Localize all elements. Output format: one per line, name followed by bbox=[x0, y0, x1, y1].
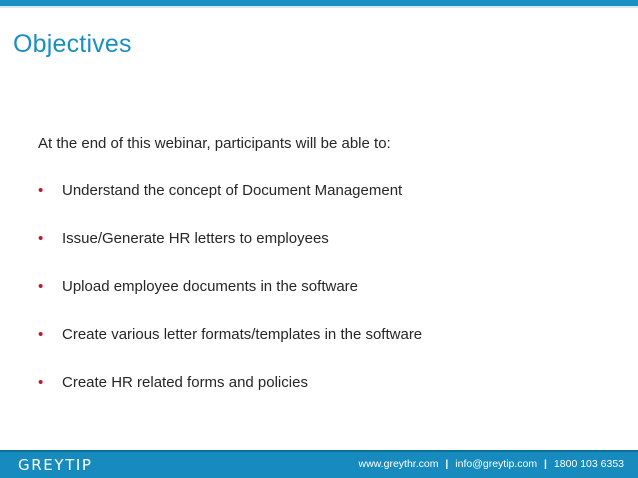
bullet-icon: • bbox=[38, 230, 44, 247]
list-item bbox=[38, 230, 422, 278]
website-link[interactable]: www.greythr.com bbox=[358, 458, 439, 470]
slide-title: Objectives bbox=[13, 30, 132, 58]
intro-text: At the end of this webinar, participants will be able to: bbox=[38, 135, 391, 152]
list-item bbox=[38, 182, 422, 230]
top-accent-shadow bbox=[0, 6, 638, 8]
contact-info bbox=[359, 458, 624, 470]
bullet-icon: • bbox=[38, 326, 44, 343]
separator: | bbox=[544, 458, 547, 470]
footer-bar bbox=[0, 450, 638, 478]
bullet-text: Upload employee documents in the software bbox=[62, 278, 359, 295]
bullet-icon: • bbox=[38, 278, 44, 295]
greytip-logo: GREYTIP bbox=[18, 456, 93, 474]
objectives-list bbox=[38, 182, 422, 422]
bullet-text: Create various letter formats/templates in the software bbox=[62, 326, 423, 343]
bullet-text: Create HR related forms and policies bbox=[62, 374, 308, 391]
bullet-icon: • bbox=[38, 182, 44, 199]
bullet-icon: • bbox=[38, 374, 44, 391]
list-item bbox=[38, 278, 422, 326]
separator: | bbox=[445, 458, 449, 470]
email-link[interactable]: info@greytip.com bbox=[455, 458, 538, 470]
list-item bbox=[38, 326, 422, 374]
list-item bbox=[38, 374, 422, 422]
bullet-text: Understand the concept of Document Management bbox=[62, 182, 403, 199]
phone-number: 1800 103 6353 bbox=[553, 458, 624, 470]
bullet-text: Issue/Generate HR letters to employees bbox=[62, 230, 329, 247]
